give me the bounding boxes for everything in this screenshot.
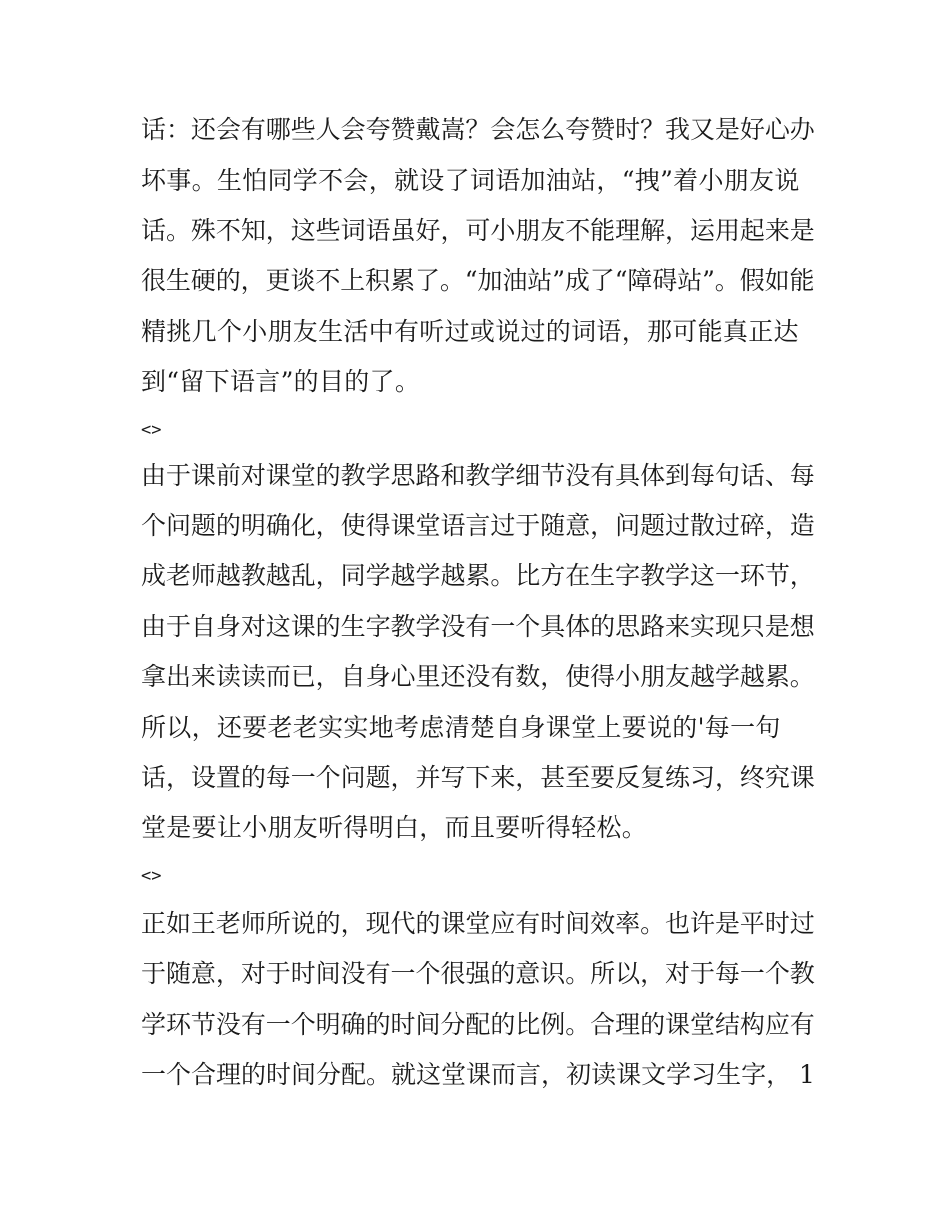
- text-line: 由于自身对这课的生字教学没有一个具体的思路来实现只是想: [141, 612, 815, 641]
- text-line: 精挑几个小朋友生活中有听过或说过的词语，那可能真正达: [141, 317, 799, 346]
- text-line: 成老师越教越乱，同学越学越累。比方在生字教学这一环节，: [141, 561, 815, 590]
- text-line: 坏事。生怕同学不会，就设了词语加油站，“拽”着小朋友说: [141, 166, 800, 195]
- text-line: 一个合理的时间分配。就这堂课而言，初读课文学习生字， 1: [141, 1060, 815, 1089]
- text-line: 话：还会有哪些人会夸赞戴嵩？会怎么夸赞时？我又是好心办: [141, 115, 815, 144]
- paragraph-separator: <>: [141, 420, 162, 440]
- text-line: 话。殊不知，这些词语虽好，可小朋友不能理解，运用起来是: [141, 216, 815, 245]
- paragraph-separator: <>: [141, 866, 162, 886]
- text-line: 话，设置的每一个问题，并写下来，甚至要反复练习，终究课: [141, 763, 815, 792]
- text-line: 堂是要让小朋友听得明白，而且要听得轻松。: [141, 813, 648, 842]
- text-line: 拿出来读读而已，自身心里还没有数，使得小朋友越学越累。: [141, 662, 815, 691]
- text-line: 正如王老师所说的，现代的课堂应有时间效率。也许是平时过: [141, 909, 815, 938]
- text-line: 所以，还要老老实实地考虑清楚自身课堂上要说的'每一句: [141, 713, 781, 742]
- text-line: 于随意，对于时间没有一个很强的意识。所以，对于每一个教: [141, 959, 815, 988]
- text-line: 由于课前对课堂的教学思路和教学细节没有具体到每句话、每: [141, 461, 815, 490]
- text-line: 到“留下语言”的目的了。: [141, 367, 421, 396]
- text-line: 学环节没有一个明确的时间分配的比例。合理的课堂结构应有: [141, 1010, 815, 1039]
- text-line: 很生硬的，更谈不上积累了。“加油站”成了“障碍站”。假如能: [141, 266, 815, 295]
- text-line: 个问题的明确化，使得课堂语言过于随意，问题过散过碎，造: [141, 511, 815, 540]
